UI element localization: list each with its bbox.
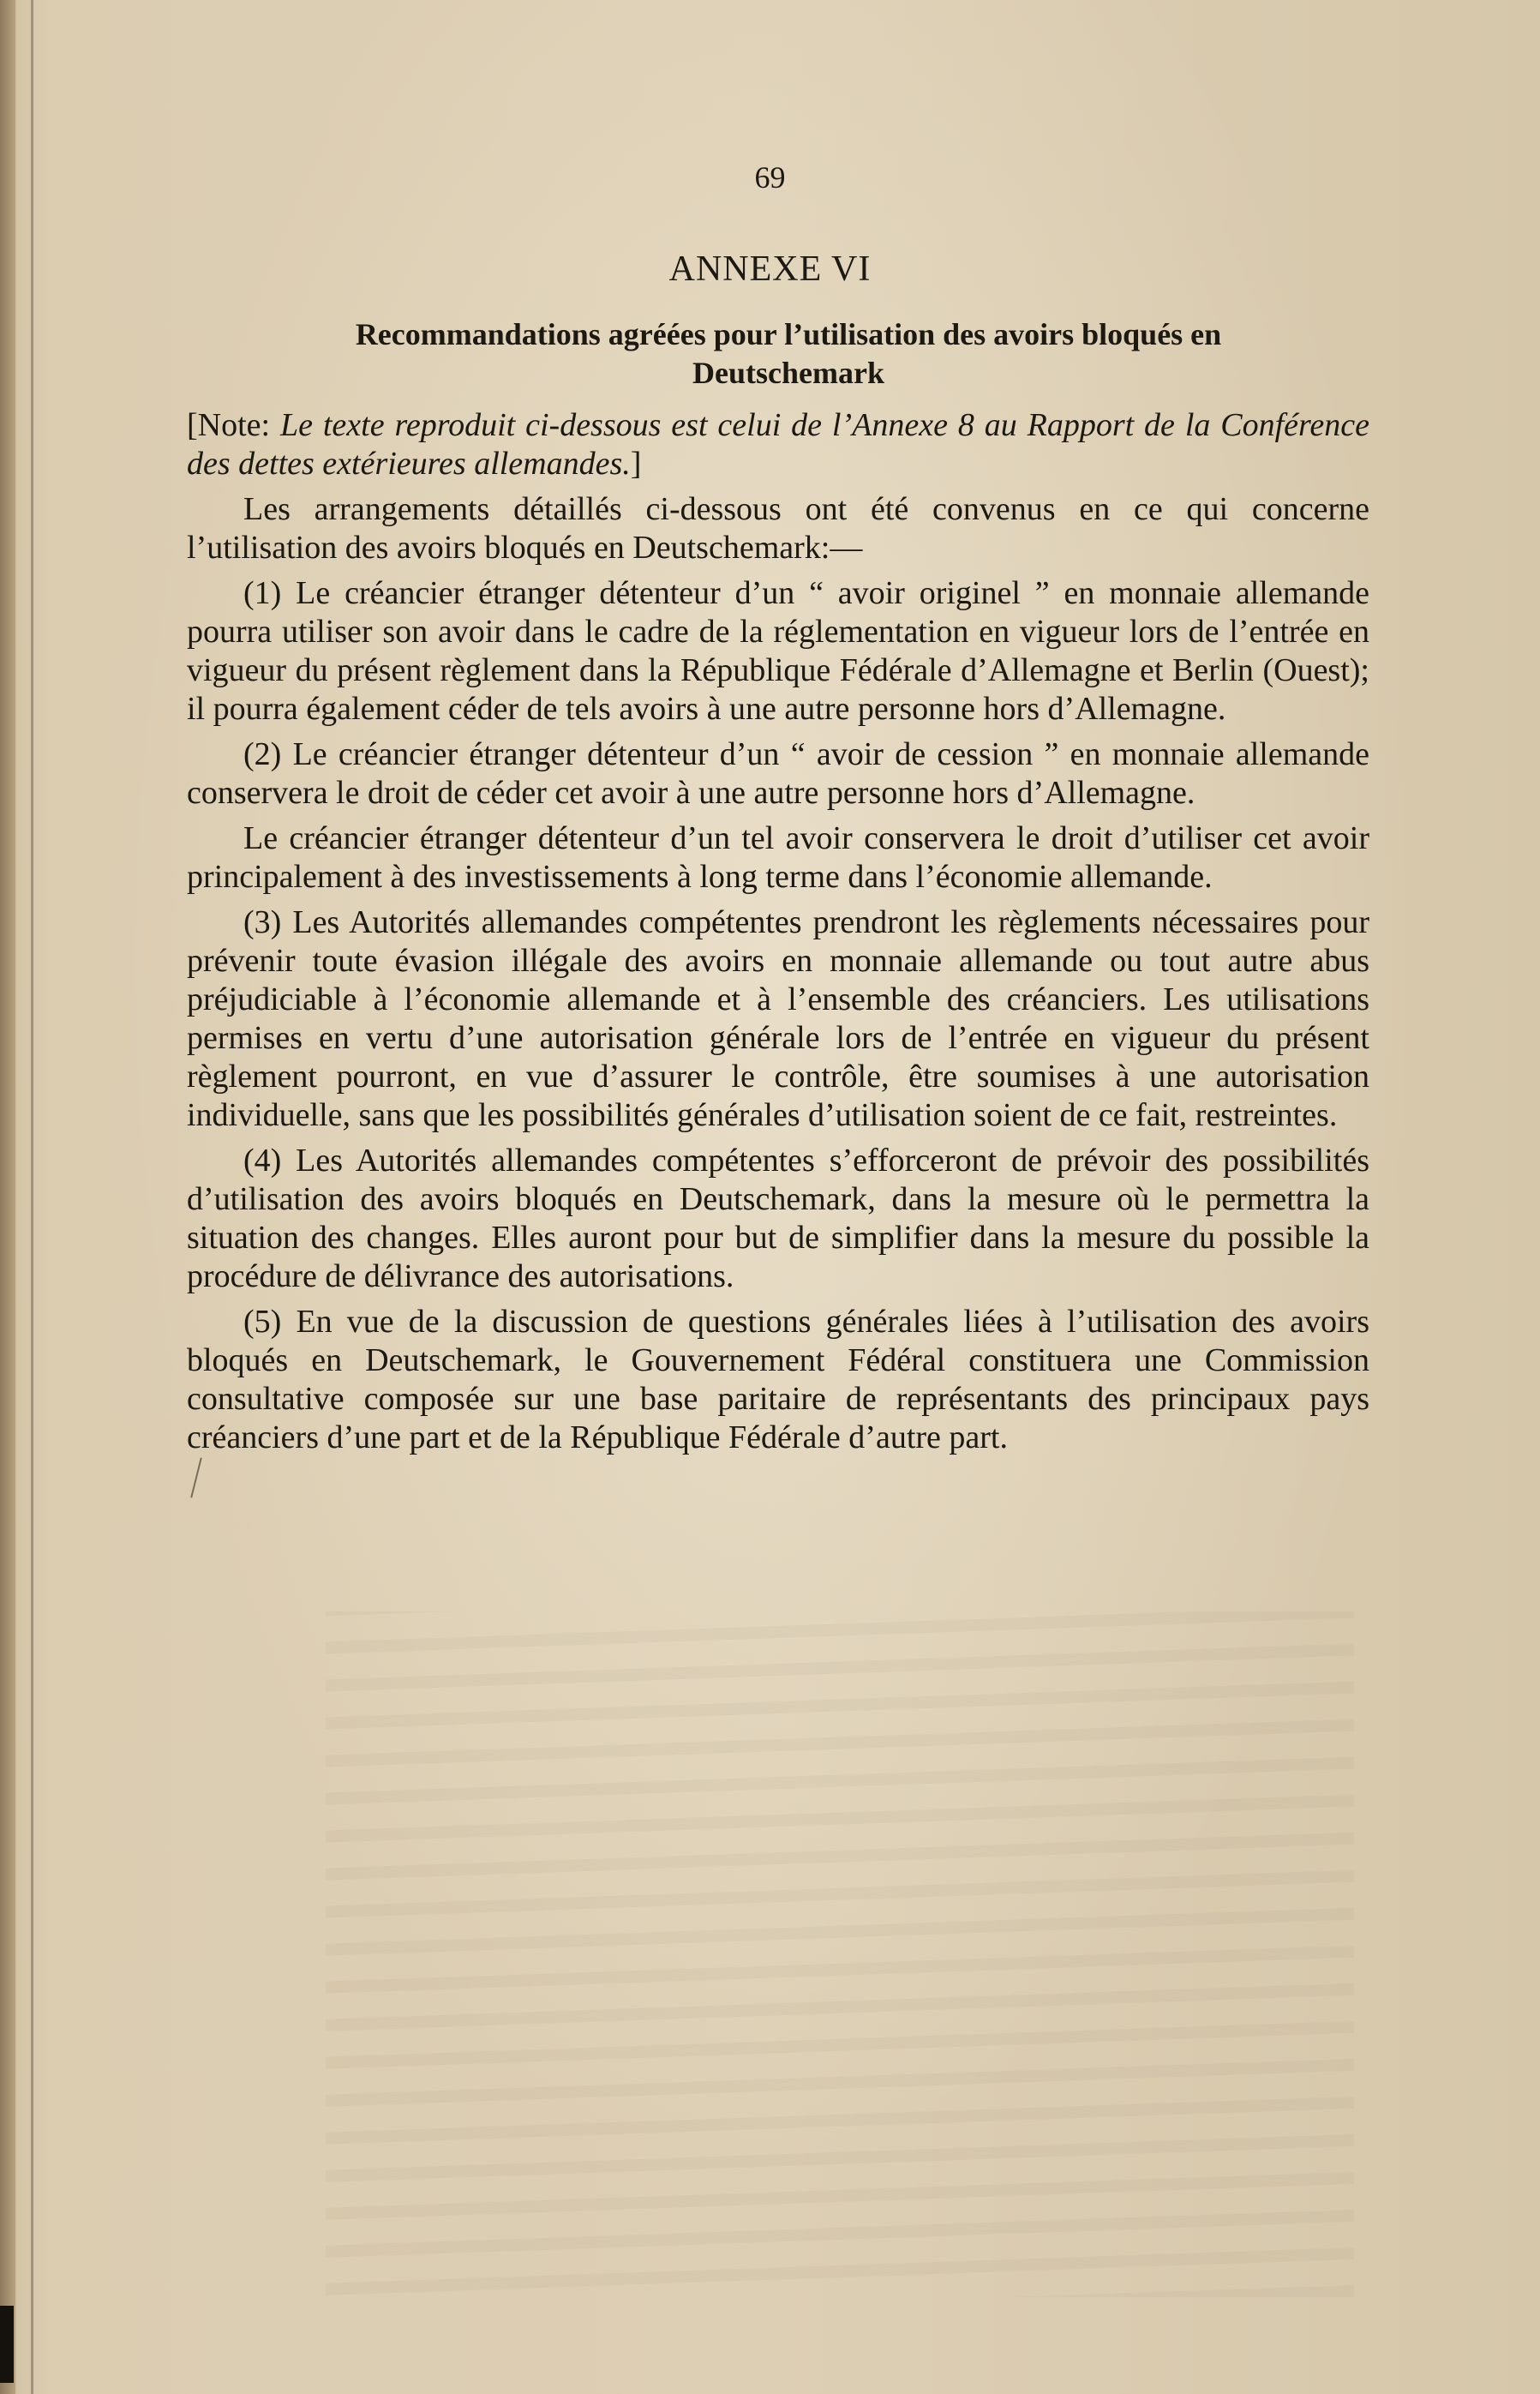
paragraph-5: (5) En vue de la discussion de questions générales liées à l’utilisation des avoirs bloqués en Deutschemark, le Gouvernement Fédéral constituera une Commission consultative composée sur une base paritaire de représentants des principaux pays créanciers d’une part et de la République Fédérale d’autre part. xyxy=(187,1304,1369,1455)
annex-title: ANNEXE VI xyxy=(668,249,872,289)
paragraph-4: (4) Les Autorités allemandes compétentes s’efforceront de prévoir des possibilités d’utilisation des avoirs bloqués en Deutschemark, dans la mesure où le permettra la situation des changes. Elles auront pour but de simplifier dans la mesure du possible la procédure de délivrance des autorisations. xyxy=(187,1143,1369,1294)
binding-mark xyxy=(0,2306,14,2383)
section-subtitle: Recommandations agréées pour l’utilisation des avoirs bloqués en Deutschemark xyxy=(355,317,1222,390)
note-open: [Note: xyxy=(187,407,280,443)
editorial-note xyxy=(187,406,1369,483)
paragraph-intro: Les arrangements détaillés ci-dessous ont été convenus en ce qui concerne l’utilisation des avoirs bloqués en Deutschemark:— xyxy=(187,491,1369,566)
paragraph-2-continued: Le créancier étranger détenteur d’un tel avoir conservera le droit d’utiliser cet avoir principalement à des investissements à long terme dans l’économie allemande. xyxy=(187,820,1369,895)
body-text xyxy=(187,406,1369,1464)
paragraph-3: (3) Les Autorités allemandes compétentes prendront les règlements nécessaires pour prévenir toute évasion illégale des avoirs en monnaie allemande ou tout autre abus préjudiciable à l’économie allemande et à l’ensemble des créanciers. Les utilisations permises en vertu d’une autorisation générale lors de l’entrée en vigueur du présent règlement pourront, en vue d’assurer le contrôle, être soumises à une autorisation individuelle, sans que les possibilités générales d’utilisation soient de ce fait, restreintes. xyxy=(187,904,1369,1133)
paragraph-2: (2) Le créancier étranger détenteur d’un “ avoir de cession ” en monnaie allemande conservera le droit de céder cet avoir à une autre personne hors d’Allemagne. xyxy=(187,736,1369,811)
page-gutter-shadow xyxy=(0,0,15,2394)
show-through-texture xyxy=(326,1611,1354,2297)
note-close: ] xyxy=(630,446,642,482)
page-number: 69 xyxy=(754,160,786,195)
note-text: Le texte reproduit ci-dessous est celui de l’Annexe 8 au Rapport de la Conférence des dettes extérieures allemandes. xyxy=(187,407,1370,482)
paragraph-1: (1) Le créancier étranger détenteur d’un “ avoir originel ” en monnaie allemande pourra utiliser son avoir dans le cadre de la réglementation en vigueur lors de l’entrée en vigueur du présent règlement dans la République Fédérale d’Allemagne et Berlin (Ouest); il pourra également céder de tels avoirs à une autre personne hors d’Allemagne. xyxy=(187,575,1369,727)
page-gutter-line xyxy=(31,0,33,2394)
